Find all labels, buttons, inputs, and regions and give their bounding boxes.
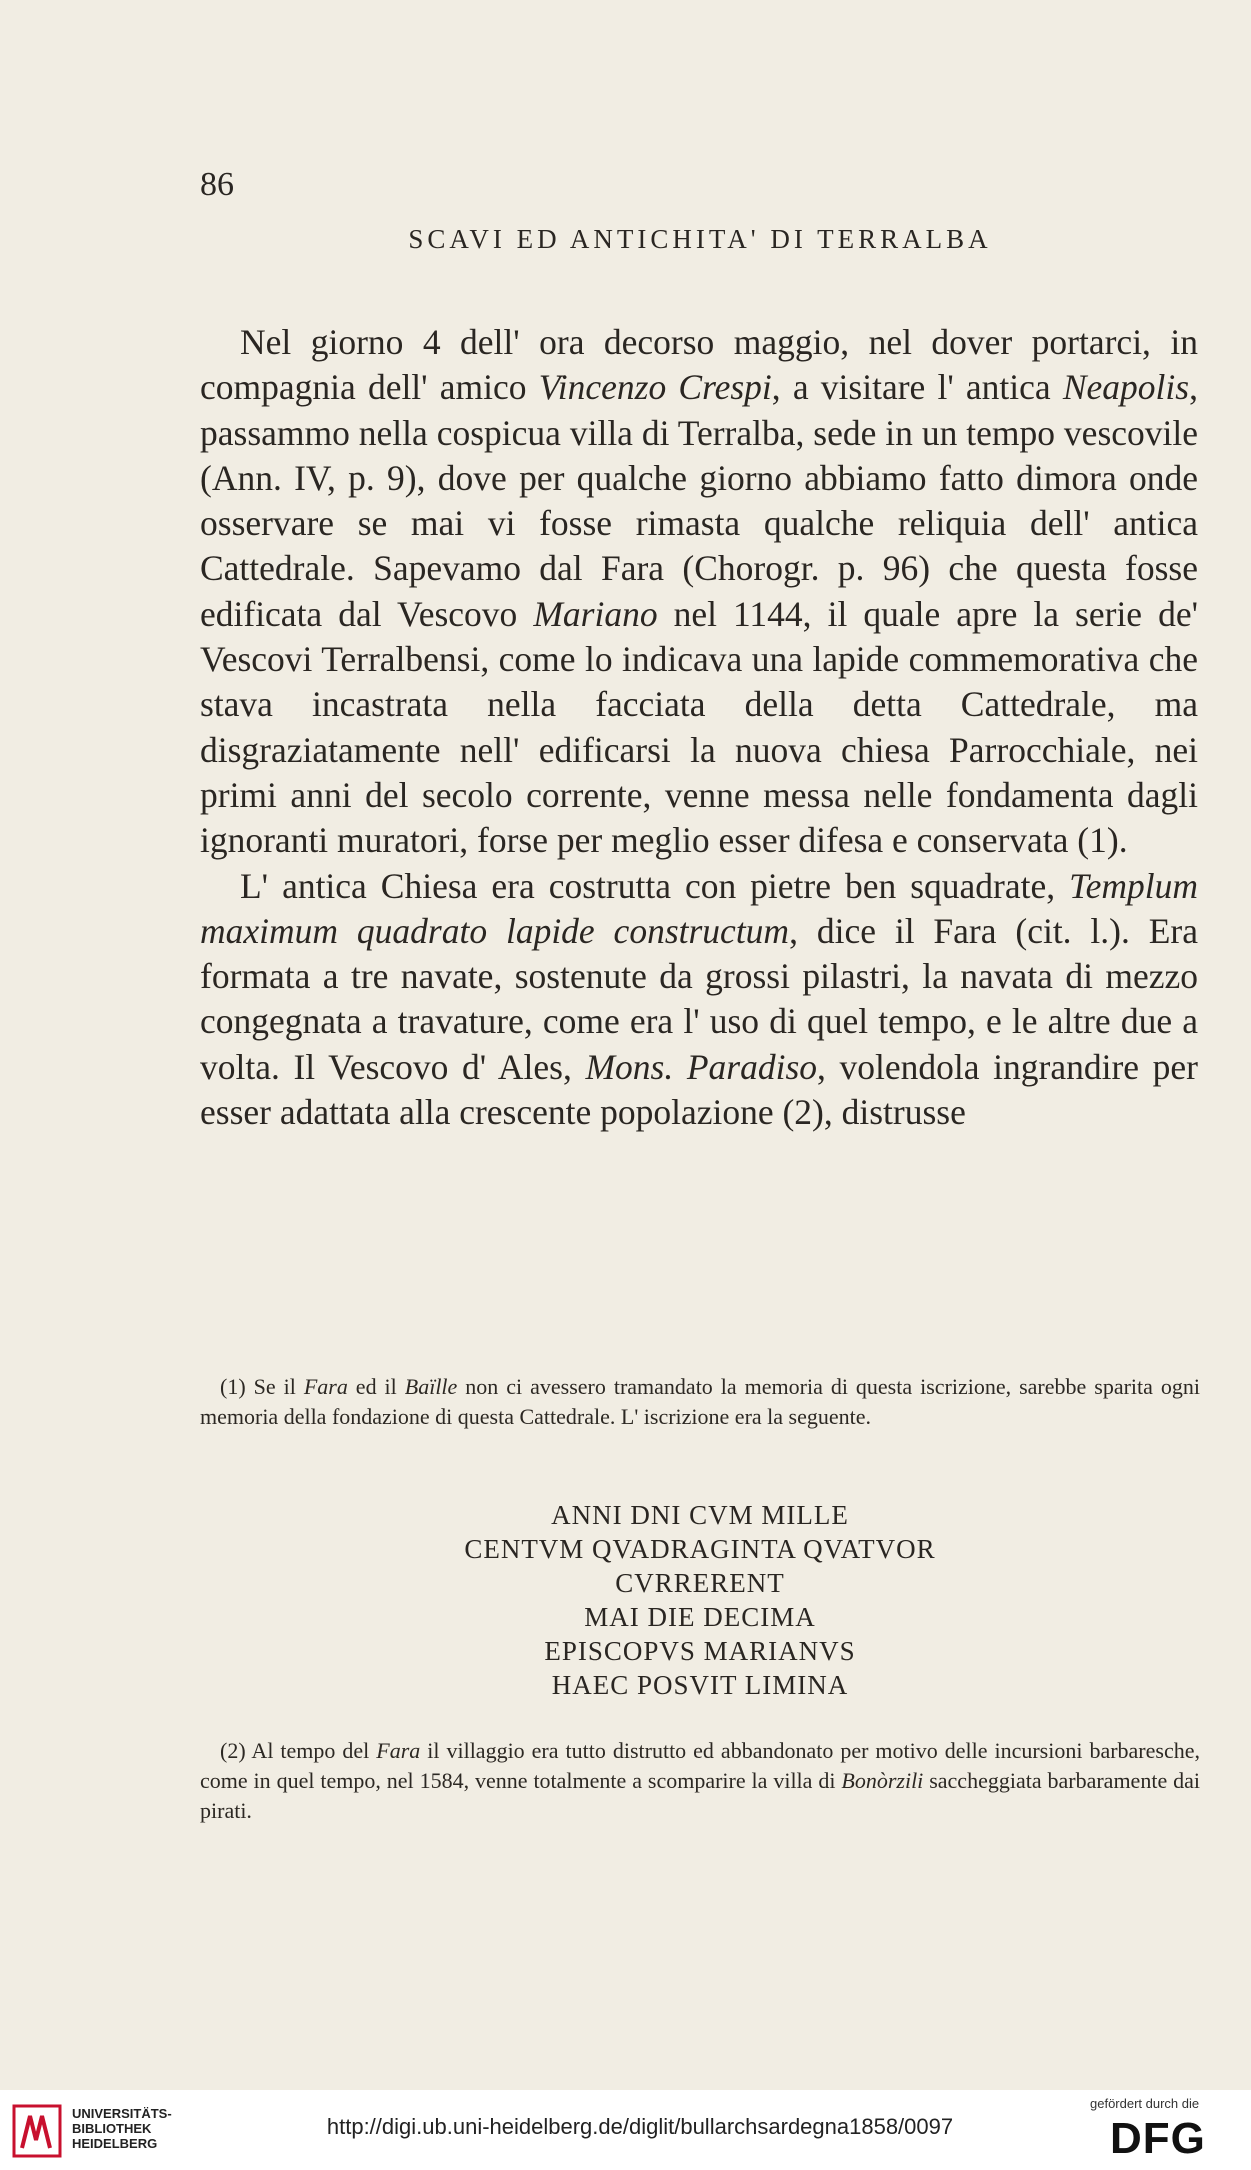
funded-by-label: gefördert durch die [1090, 2096, 1200, 2111]
inscription-line: CENTVM QVADRAGINTA QVATVOR [464, 1534, 936, 1564]
italic-text: Bonòrzili [841, 1768, 924, 1793]
inscription-line: CVRRERENT [615, 1568, 785, 1598]
main-text [200, 320, 1198, 1135]
page-title: SCAVI ED ANTICHITA' DI TERRALBA [408, 224, 992, 254]
inscription-line: HAEC POSVIT LIMINA [551, 1670, 849, 1700]
library-name-line: BIBLIOTHEK [72, 2121, 152, 2136]
italic-text: Fara [376, 1738, 421, 1763]
italic-text: Fara [303, 1374, 348, 1399]
paragraph-1: Nel giorno 4 dell' ora decorso maggio, nel dover portarci, in compagnia dell' amico Vincenzo Crespi, a visitare l' antica Neapolis, passammo nella cospicua villa di Terralba, sede in un tempo vescovile (Ann. IV, p. 9), dove per qualche giorno abbiamo fatto dimora onde osservare se mai vi fosse rimasta qualche reliquia dell' antica Cattedrale. Sapevamo dal Fara (Chorogr. p. 96) che questa fosse edificata dal Vescovo Mariano nel 1144, il quale apre la serie de' Vescovi Terralbensi, come lo indicava una lapide commemorativa che stava incastrata nella facciata della detta Cattedrale, ma disgraziatamente nell' edificarsi la nuova chiesa Parrocchiale, nei primi anni del secolo corrente, venne messa nelle fondamenta dagli ignoranti muratori, forse per meglio esser difesa e conservata (1). [200, 322, 1198, 861]
inscription-line: EPISCOPVS MARIANVS [544, 1636, 856, 1666]
library-name-line: HEIDELBERG [72, 2136, 158, 2151]
italic-text: Mariano [533, 593, 658, 634]
italic-text: Templum maximum quadrato lapide constructum [200, 865, 1198, 951]
source-url-link[interactable]: http://digi.ub.uni-heidelberg.de/diglit/bullarchsardegna1858/0097 [326, 2114, 954, 2139]
italic-text: Vincenzo Crespi [538, 367, 772, 408]
inscription-block [200, 1498, 1200, 1702]
footnote-2: (2) Al tempo del Fara il villaggio era tutto distrutto ed abbandonato per motivo delle incursioni barbaresche, come in quel tempo, nel 1584, venne totalmente a scomparire la villa di Bonòrzili saccheggiata barbaramente dai pirati. [200, 1738, 1200, 1823]
paragraph-2: L' antica Chiesa era costrutta con pietre ben squadrate, Templum maximum quadrato lapide constructum, dice il Fara (cit. l.). Era formata a tre navate, sostenute da grossi pilastri, la navata di mezzo congegnata a travature, come era l' uso di quel tempo, e le altre due a volta. Il Vescovo d' Ales, Mons. Paradiso, volendola ingrandire per esser adattata alla crescente popolazione (2), distrusse [200, 865, 1199, 1133]
italic-text: Neapolis [1062, 367, 1190, 408]
university-library-logo-icon [12, 2104, 62, 2158]
dfg-logo: DFG [1110, 2114, 1206, 2163]
footer-bar [0, 2090, 1251, 2170]
library-name [72, 2106, 172, 2151]
library-name-line: UNIVERSITÄTS- [72, 2106, 172, 2121]
inscription-line: MAI DIE DECIMA [584, 1602, 816, 1632]
page-number: 86 [200, 166, 234, 203]
inscription-line: ANNI DNI CVM MILLE [551, 1500, 849, 1530]
italic-text: Baïlle [404, 1374, 458, 1399]
footnote-1: (1) Se il Fara ed il Baïlle non ci avessero tramandato la memoria di questa iscrizione, sarebbe sparita ogni memoria della fondazione di questa Cattedrale. L' iscrizione era la seguente. [200, 1374, 1200, 1429]
italic-text: Mons. Paradiso [585, 1046, 818, 1087]
